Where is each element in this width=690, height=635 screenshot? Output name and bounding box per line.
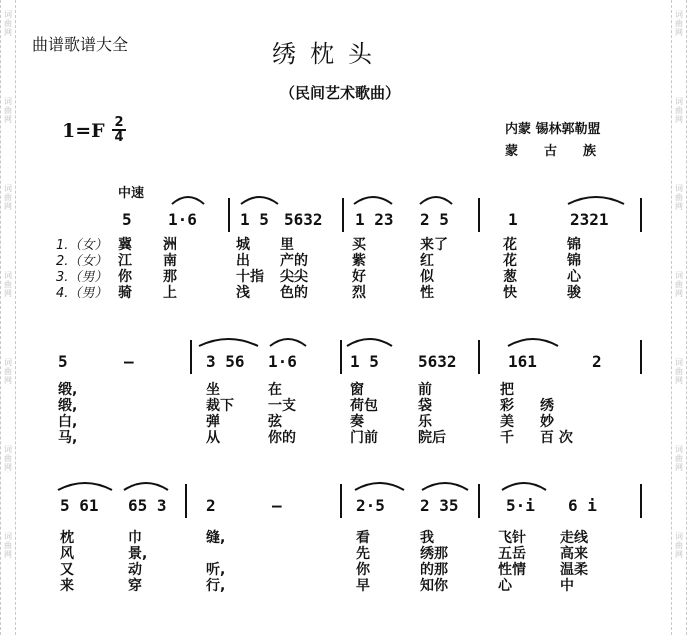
lyric-word: 从 bbox=[206, 430, 220, 446]
meter-denominator: 4 bbox=[112, 129, 126, 144]
song-title: 绣枕头 bbox=[272, 40, 386, 68]
watermark-text: 词曲网 bbox=[4, 445, 12, 472]
lyric-word: 出 bbox=[236, 253, 250, 269]
lyric-word: 五岳 bbox=[498, 546, 526, 562]
note-group: 1 bbox=[508, 210, 518, 229]
note-group: 1 5 bbox=[240, 210, 269, 229]
lyric-word: 缎, bbox=[58, 398, 78, 414]
note-group: 1·6 bbox=[268, 352, 297, 371]
note-group: 5 bbox=[58, 352, 68, 371]
lyric-word: 裁下 bbox=[206, 398, 234, 414]
lyric-word: 锦 bbox=[567, 237, 581, 253]
lyric-word: 奏 bbox=[350, 414, 364, 430]
lyric-word: 买 bbox=[352, 237, 366, 253]
key-signature: 1=F bbox=[62, 120, 105, 142]
lyric-word: 荷包 bbox=[350, 398, 378, 414]
lyric-word: 彩 bbox=[500, 398, 514, 414]
lyric-word: 浅 bbox=[236, 285, 250, 301]
lyric-word: 红 bbox=[420, 253, 434, 269]
note-group: 2 bbox=[206, 496, 216, 515]
lyric-word: 知你 bbox=[420, 578, 448, 594]
watermark-text: 词曲网 bbox=[675, 184, 683, 211]
lyric-word: 巾 bbox=[128, 530, 142, 546]
lyric-word: 你的 bbox=[268, 430, 296, 446]
note-group: 1 23 bbox=[355, 210, 394, 229]
watermark-text: 词曲网 bbox=[4, 184, 12, 211]
lyric-word: 听, bbox=[206, 562, 226, 578]
watermark-text: 词曲网 bbox=[675, 445, 683, 472]
lyric-word: 骑 bbox=[118, 285, 132, 301]
watermark-text: 词曲网 bbox=[4, 358, 12, 385]
lyric-word: 尖尖 bbox=[280, 269, 308, 285]
lyric-word: 你 bbox=[118, 269, 132, 285]
note-group: 2 5 bbox=[420, 210, 449, 229]
lyric-word: 马, bbox=[58, 430, 78, 446]
lyric-word: 紫 bbox=[352, 253, 366, 269]
lyric-word: 百 次 bbox=[540, 430, 573, 446]
lyric-word: 门前 bbox=[350, 430, 378, 446]
verse-label: 3.（男） bbox=[56, 270, 108, 285]
lyric-word: 在 bbox=[268, 382, 282, 398]
lyric-word: 来了 bbox=[420, 237, 448, 253]
lyric-word: 好 bbox=[352, 269, 366, 285]
lyric-word: 美 bbox=[500, 414, 514, 430]
lyric-word: 高来 bbox=[560, 546, 588, 562]
lyric-word: 弦 bbox=[268, 414, 282, 430]
lyric-word: 缝, bbox=[206, 530, 226, 546]
watermark-text: 词曲网 bbox=[675, 97, 683, 124]
lyric-word: 冀 bbox=[118, 237, 132, 253]
note-group: 161 bbox=[508, 352, 537, 371]
slur bbox=[124, 483, 168, 490]
lyric-word: 把 bbox=[500, 382, 514, 398]
lyric-word: 花 bbox=[503, 237, 517, 253]
lyric-word: 葱 bbox=[503, 269, 517, 285]
lyric-word: 动 bbox=[128, 562, 142, 578]
lyric-word: 看 bbox=[356, 530, 370, 546]
lyric-word: 中 bbox=[560, 578, 574, 594]
verse-label: 4.（男） bbox=[56, 286, 108, 301]
lyric-word: 走线 bbox=[560, 530, 588, 546]
lyric-word: 十指 bbox=[236, 269, 264, 285]
lyric-word: 性情 bbox=[498, 562, 526, 578]
lyric-word: 似 bbox=[420, 269, 434, 285]
watermark-text: 词曲网 bbox=[4, 10, 12, 37]
lyric-word: 白, bbox=[58, 414, 78, 430]
tempo-marking: 中速 bbox=[118, 186, 145, 201]
lyric-word: 妙 bbox=[540, 414, 554, 430]
note-group: 2321 bbox=[570, 210, 609, 229]
lyric-word: 快 bbox=[503, 285, 517, 301]
lyric-word: 温柔 bbox=[560, 562, 588, 578]
note-group: 2 35 bbox=[420, 496, 459, 515]
lyric-word: 又 bbox=[60, 562, 74, 578]
lyric-word: 窗 bbox=[350, 382, 364, 398]
lyric-word: 乐 bbox=[418, 414, 432, 430]
note-group: 5 61 bbox=[60, 496, 99, 515]
note-group: 1·6 bbox=[168, 210, 197, 229]
lyric-word: 景, bbox=[128, 546, 148, 562]
lyric-word: 坐 bbox=[206, 382, 220, 398]
lyric-word: 色的 bbox=[280, 285, 308, 301]
lyric-word: 心 bbox=[498, 578, 512, 594]
lyric-word: 骏 bbox=[567, 285, 581, 301]
watermark-text: 词曲网 bbox=[675, 10, 683, 37]
note-group: 5632 bbox=[284, 210, 323, 229]
lyric-word: 产的 bbox=[280, 253, 308, 269]
lyric-word: 烈 bbox=[352, 285, 366, 301]
lyric-word: 南 bbox=[163, 253, 177, 269]
lyric-word: 绣 bbox=[540, 398, 554, 414]
site-name: 曲谱歌谱大全 bbox=[32, 35, 129, 54]
note-group: – bbox=[124, 352, 134, 371]
lyric-word: 上 bbox=[163, 285, 177, 301]
lyric-word: 城 bbox=[236, 237, 250, 253]
lyric-word: 先 bbox=[356, 546, 370, 562]
lyric-word: 绣那 bbox=[420, 546, 448, 562]
note-group: 2·5 bbox=[356, 496, 385, 515]
watermark-text: 词曲网 bbox=[4, 532, 12, 559]
lyric-word: 心 bbox=[567, 269, 581, 285]
lyric-word: 江 bbox=[118, 253, 132, 269]
lyric-word: 里 bbox=[280, 237, 294, 253]
watermark-text: 词曲网 bbox=[4, 271, 12, 298]
lyric-word: 那 bbox=[163, 269, 177, 285]
note-group: – bbox=[272, 496, 282, 515]
song-subtitle: （民间艺术歌曲） bbox=[280, 84, 401, 102]
lyric-word: 前 bbox=[418, 382, 432, 398]
lyric-word: 一支 bbox=[268, 398, 296, 414]
lyric-word: 袋 bbox=[418, 398, 432, 414]
origin-ethnicity: 蒙古族 bbox=[505, 144, 623, 159]
watermark-text: 词曲网 bbox=[4, 97, 12, 124]
note-group: 5·i bbox=[506, 496, 535, 515]
slur bbox=[502, 483, 546, 490]
lyric-word: 院后 bbox=[418, 430, 446, 446]
lyric-word: 穿 bbox=[128, 578, 142, 594]
note-group: 2 bbox=[592, 352, 602, 371]
lyric-word: 千 bbox=[500, 430, 514, 446]
lyric-word: 的那 bbox=[420, 562, 448, 578]
slur bbox=[355, 483, 404, 490]
lyric-word: 性 bbox=[420, 285, 434, 301]
lyric-word: 风 bbox=[60, 546, 74, 562]
note-group: 5632 bbox=[418, 352, 457, 371]
lyric-word: 洲 bbox=[163, 237, 177, 253]
note-group: 6 i bbox=[568, 496, 597, 515]
verse-label: 1.（女） bbox=[56, 238, 108, 253]
lyric-word: 锦 bbox=[567, 253, 581, 269]
lyric-word: 缎, bbox=[58, 382, 78, 398]
lyric-word: 枕 bbox=[60, 530, 74, 546]
note-group: 3 56 bbox=[206, 352, 245, 371]
slur bbox=[58, 483, 112, 490]
slur bbox=[422, 483, 468, 490]
watermark-text: 词曲网 bbox=[675, 271, 683, 298]
lyric-word: 花 bbox=[503, 253, 517, 269]
origin-region: 内蒙 锡林郭勒盟 bbox=[505, 122, 601, 137]
lyric-word: 我 bbox=[420, 530, 434, 546]
verse-label: 2.（女） bbox=[56, 254, 108, 269]
note-group: 1 5 bbox=[350, 352, 379, 371]
watermark-text: 词曲网 bbox=[675, 358, 683, 385]
lyric-word: 飞针 bbox=[498, 530, 526, 546]
lyric-word: 来 bbox=[60, 578, 74, 594]
lyric-word: 弹 bbox=[206, 414, 220, 430]
meter-numerator: 2 bbox=[114, 115, 124, 130]
lyric-word: 行, bbox=[206, 578, 226, 594]
lyric-word: 你 bbox=[356, 562, 370, 578]
note-group: 5 bbox=[122, 210, 132, 229]
lyric-word: 早 bbox=[356, 578, 370, 594]
watermark-text: 词曲网 bbox=[675, 532, 683, 559]
note-group: 65 3 bbox=[128, 496, 167, 515]
